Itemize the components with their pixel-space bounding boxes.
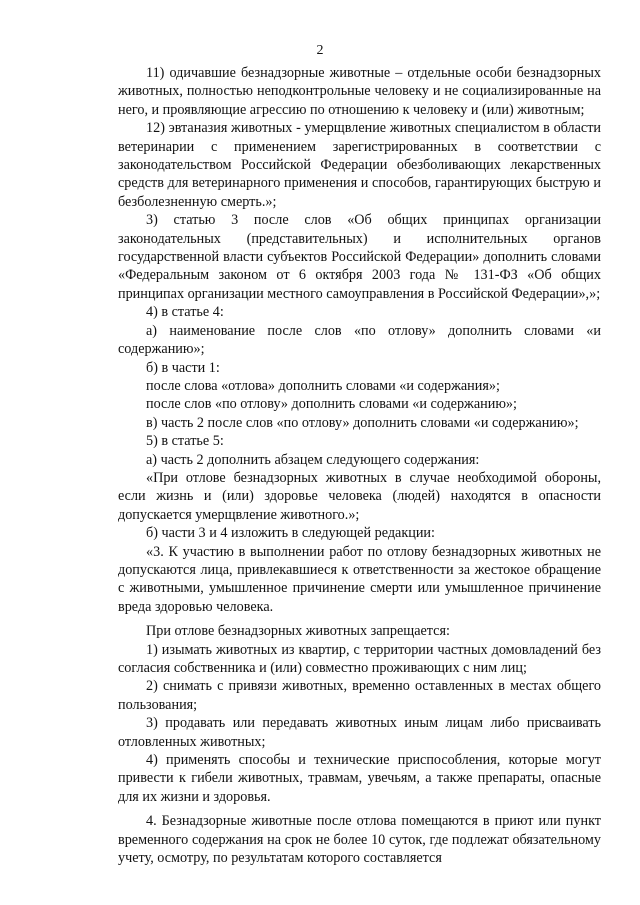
- prohibition-1: 1) изымать животных из квартир, с территории частных домовладений без согласия собственника и (или) совместно проживающих с ним лиц;: [118, 641, 601, 676]
- prohibition-2: 2) снимать с привязи животных, временно оставленных в местах общего пользования;: [118, 678, 601, 713]
- amendment-article-5: 5) в статье 5:: [146, 433, 224, 450]
- article-5-item-a-text: «При отлове безнадзорных животных в случае необходимой обороны, если жизнь и (или) здоровье человека (людей) находятся в опасности допускается умерщвление животного.»;: [118, 469, 601, 523]
- prohibition-4: 4) применять способы и технические приспособления, которые могут привести к гибели животных, травмам, увечьям, а также препараты, опасные для их жизни и здоровья.: [118, 752, 601, 805]
- article-4-item-b: б) в части 1:: [146, 359, 220, 376]
- definition-12: 12) эвтаназия животных - умерщвление животных специалистом в области ветеринарии с применением зарегистрированных в соответствии с законодательством Российской Федерации обезболивающих лекарственных средств для ветеринарного применения и способов, гарантирующих быструю и безболезненную смерть.»;: [118, 120, 601, 210]
- document-body: [118, 64, 601, 867]
- page-number: 2: [316, 43, 324, 58]
- article-4-item-v: в) часть 2 после слов «по отлову» дополнить словами «и содержанию»;: [146, 414, 579, 431]
- article-5-item-b: б) части 3 и 4 изложить в следующей редакции:: [146, 525, 435, 542]
- article-5-item-a: а) часть 2 дополнить абзацем следующего содержания:: [146, 451, 480, 468]
- part-3-text: «3. К участию в выполнении работ по отлову безнадзорных животных не допускаются лица, привлекавшиеся к ответственности за жестокое обращение с животными, умышленное причинение смерти или умышленное причинение вреда здоровью человека.: [118, 543, 601, 615]
- amendment-article-3: 3) статью 3 после слов «Об общих принципах организации законодательных (представительных) и исполнительных органов государственной власти субъектов Российской Федерации» дополнить словами «Федеральным законом от 6 октября 2003 года № 131-ФЗ «Об общих принципах организации местного самоуправления в Российской Федерации»,»;: [118, 212, 601, 302]
- prohibition-3: 3) продавать или передавать животных иным лицам либо присваивать отловленных животных;: [118, 715, 601, 750]
- prohibitions-heading: При отлове безнадзорных животных запрещается:: [146, 623, 450, 640]
- part-4-text: 4. Безнадзорные животные после отлова помещаются в приют или пункт временного содержания на срок не более 10 суток, где подлежат обязательному учету, осмотру, по результатам которого составляется: [118, 813, 601, 867]
- amendment-article-4: 4) в статье 4:: [146, 304, 224, 321]
- article-4-item-a: а) наименование после слов «по отлову» дополнить словами «и содержанию»;: [118, 322, 601, 358]
- definition-11: 11) одичавшие безнадзорные животные – отдельные особи безнадзорных животных, полностью неподконтрольные человеку и не социализированные на него, и проявляющие агрессию по отношению к человеку и (или) животным;: [118, 65, 601, 118]
- article-4-item-b-line-2: после слов «по отлову» дополнить словами «и содержанию»;: [146, 396, 517, 413]
- article-4-item-b-line-1: после слова «отлова» дополнить словами «и содержания»;: [146, 377, 500, 394]
